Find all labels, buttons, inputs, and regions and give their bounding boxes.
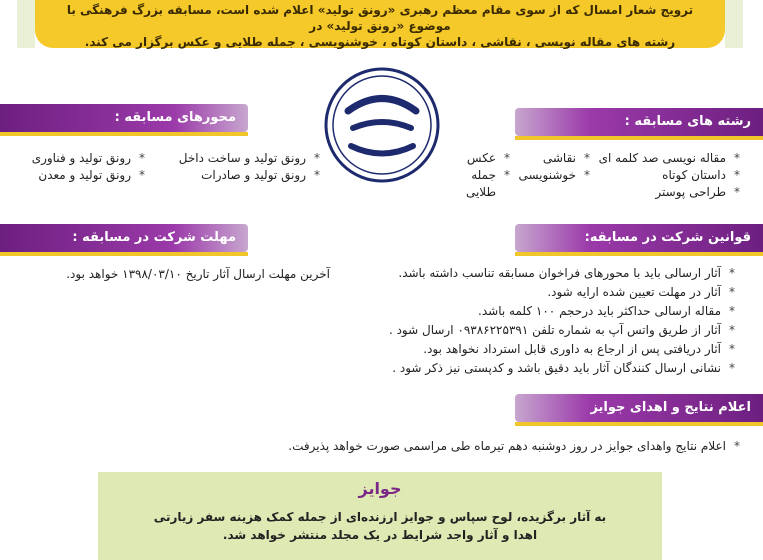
rounagh-tolid-logo xyxy=(323,66,441,184)
list-item: * داستان کوتاه xyxy=(590,167,740,184)
fields-col-2 xyxy=(510,150,590,184)
results-list xyxy=(225,438,740,455)
fields-title: رشته های مسابقه : xyxy=(624,114,751,129)
topics-header-bar xyxy=(0,132,248,136)
list-item: * نقاشی xyxy=(510,150,590,167)
results-title: اعلام نتایج و اهدای جوایز xyxy=(590,400,751,415)
list-item: * رونق تولید و معدن xyxy=(2,167,145,184)
prizes-line-1: به آثار برگزیده، لوح سپاس و جوایز ارزنده‌ای از جمله کمک هزینه سفر زیارتی xyxy=(153,510,607,524)
prizes-line-2: اهدا و آثار واجد شرایط در یک مجلد منتشر خواهد شد. xyxy=(222,528,538,542)
intro-line-1: ترویج شعار امسال که از سوی مقام معظم رهبری «رونق تولید» اعلام شده است، مسابقه بزرگ فرهنگی با موضوع «رونق تولید» در xyxy=(66,3,694,33)
results-header-bar xyxy=(515,422,763,426)
list-item: * آثار دریافتی پس از ارجاع به داوری قابل استرداد نخواهد بود. xyxy=(330,340,735,359)
list-item: * آثار ارسالی باید با محورهای فراخوان مسابقه تناسب داشته باشد. xyxy=(330,264,735,283)
fields-col-3 xyxy=(440,150,510,201)
list-item: * رونق تولید و صادرات xyxy=(150,167,320,184)
deadline-header-bar xyxy=(0,252,248,256)
list-item: * رونق تولید و فناوری xyxy=(2,150,145,167)
topics-col-2 xyxy=(2,150,145,184)
prizes-body xyxy=(98,508,662,544)
list-item: * نشانی ارسال کنندگان آثار باید دقیق باشد و کدپستی نیز ذکر شود . xyxy=(330,359,735,378)
list-item: * خوشنویسی xyxy=(510,167,590,184)
rules-items xyxy=(330,264,735,378)
rules-header-bar xyxy=(515,252,763,256)
prizes-box xyxy=(98,472,662,560)
topics-col-1 xyxy=(150,150,320,184)
intro-banner xyxy=(35,0,725,48)
list-item: * آثار از طریق واتس آپ به شماره تلفن ۰۹۳۸۶۲۲۵۳۹۱ ارسال شود . xyxy=(330,321,735,340)
list-item: * طراحی پوستر xyxy=(590,184,740,201)
list-item: * جمله طلایی xyxy=(440,167,510,201)
list-item: * مقاله نویسی صد کلمه ای xyxy=(590,150,740,167)
fields-header xyxy=(515,108,763,136)
topics-title: محورهای مسابقه : xyxy=(114,110,236,125)
fields-header-bar xyxy=(515,136,763,140)
list-item: * آثار در مهلت تعیین شده ارایه شود. xyxy=(330,283,735,302)
deadline-text: آخرین مهلت ارسال آثار تاریخ ۱۳۹۸/۰۳/۱۰ خواهد بود. xyxy=(66,267,330,281)
list-item: * اعلام نتایج واهدای جوایز در روز دوشنبه دهم تیرماه طی مراسمی صورت خواهد پذیرفت. xyxy=(225,438,740,455)
results-text xyxy=(225,438,740,455)
deadline-title: مهلت شرکت در مسابقه : xyxy=(72,230,236,245)
rules-header xyxy=(515,224,763,252)
rules-list xyxy=(330,264,735,378)
rules-title: قوانین شرکت در مسابقه: xyxy=(584,230,751,245)
list-item: * مقاله ارسالی حداکثر باید درحجم ۱۰۰ کلمه باشد. xyxy=(330,302,735,321)
list-item: * عکس xyxy=(440,150,510,167)
results-header xyxy=(515,394,763,422)
intro-line-2: رشته های مقاله نویسی ، نقاشی ، داستان کوتاه ، خوشنویسی ، جمله طلایی و عکس برگزار می کند. xyxy=(84,35,676,49)
prizes-title: جوایز xyxy=(358,479,402,498)
fields-col-1 xyxy=(590,150,740,201)
deadline-header xyxy=(0,224,248,252)
list-item: * رونق تولید و ساخت داخل xyxy=(150,150,320,167)
topics-header xyxy=(0,104,248,132)
